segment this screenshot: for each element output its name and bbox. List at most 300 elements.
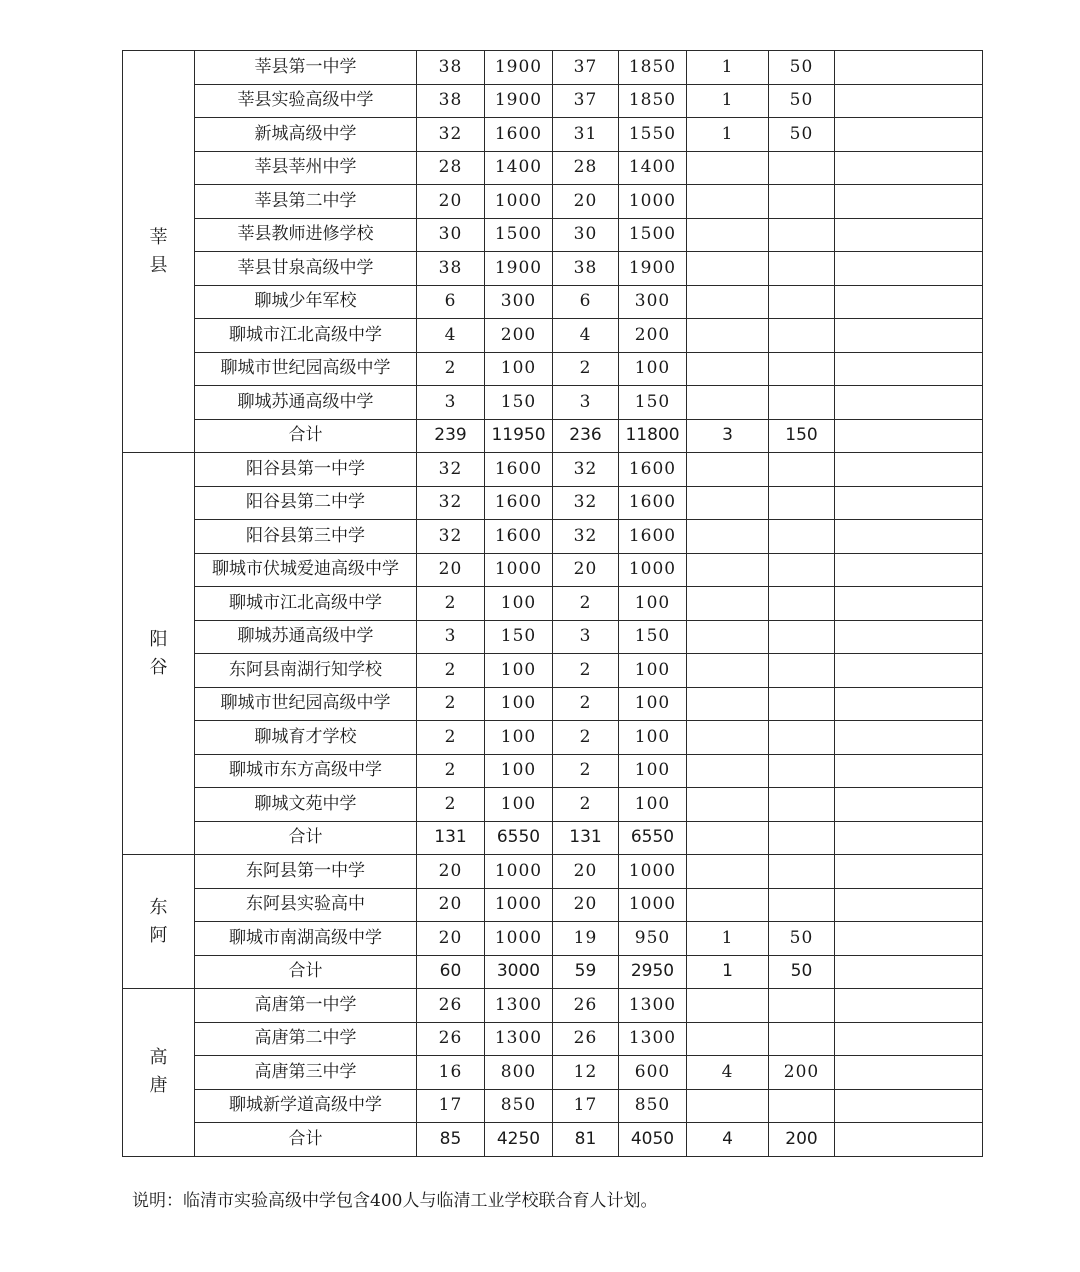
table-row xyxy=(123,151,983,185)
value-cell xyxy=(769,687,835,721)
value-cell: 1300 xyxy=(619,1022,687,1056)
total-row xyxy=(123,955,983,989)
value-cell: 26 xyxy=(417,1022,485,1056)
table-row xyxy=(123,1089,983,1123)
value-cell: 100 xyxy=(485,788,553,822)
value-cell: 100 xyxy=(485,654,553,688)
value-cell: 12 xyxy=(553,1056,619,1090)
table-row xyxy=(123,252,983,286)
value-cell: 20 xyxy=(417,922,485,956)
value-cell: 6 xyxy=(417,285,485,319)
value-cell xyxy=(687,151,769,185)
table-row xyxy=(123,319,983,353)
value-cell xyxy=(687,1089,769,1123)
table-row xyxy=(123,84,983,118)
value-cell: 1900 xyxy=(485,51,553,85)
value-cell: 17 xyxy=(417,1089,485,1123)
value-cell xyxy=(769,721,835,755)
value-cell: 20 xyxy=(417,185,485,219)
value-cell: 850 xyxy=(485,1089,553,1123)
table-row xyxy=(123,620,983,654)
value-cell: 1400 xyxy=(485,151,553,185)
value-cell: 1300 xyxy=(619,989,687,1023)
value-cell: 2 xyxy=(553,654,619,688)
value-cell xyxy=(835,252,983,286)
school-name: 聊城市世纪园高级中学 xyxy=(195,352,417,386)
value-cell: 11800 xyxy=(619,419,687,453)
value-cell: 1850 xyxy=(619,51,687,85)
school-name: 聊城市东方高级中学 xyxy=(195,754,417,788)
total-row xyxy=(123,821,983,855)
value-cell xyxy=(835,218,983,252)
value-cell xyxy=(769,620,835,654)
value-cell xyxy=(835,285,983,319)
table-row xyxy=(123,453,983,487)
value-cell: 4 xyxy=(553,319,619,353)
school-name: 聊城育才学校 xyxy=(195,721,417,755)
value-cell xyxy=(835,118,983,152)
value-cell xyxy=(835,821,983,855)
value-cell: 1000 xyxy=(485,922,553,956)
value-cell: 1000 xyxy=(619,185,687,219)
value-cell: 2 xyxy=(553,754,619,788)
value-cell: 200 xyxy=(619,319,687,353)
value-cell: 300 xyxy=(485,285,553,319)
value-cell: 4050 xyxy=(619,1123,687,1157)
school-name: 莘县第一中学 xyxy=(195,51,417,85)
value-cell xyxy=(769,252,835,286)
value-cell xyxy=(687,721,769,755)
table-row xyxy=(123,788,983,822)
value-cell: 2 xyxy=(553,788,619,822)
table-row xyxy=(123,654,983,688)
value-cell xyxy=(835,754,983,788)
value-cell: 31 xyxy=(553,118,619,152)
value-cell xyxy=(835,419,983,453)
value-cell: 100 xyxy=(485,754,553,788)
value-cell: 150 xyxy=(485,386,553,420)
value-cell xyxy=(835,888,983,922)
county-char: 阿 xyxy=(149,924,168,946)
value-cell: 28 xyxy=(417,151,485,185)
value-cell xyxy=(687,788,769,822)
value-cell xyxy=(835,1056,983,1090)
value-cell: 1300 xyxy=(485,989,553,1023)
value-cell xyxy=(835,553,983,587)
school-name: 莘县第二中学 xyxy=(195,185,417,219)
value-cell xyxy=(687,888,769,922)
value-cell: 200 xyxy=(769,1056,835,1090)
value-cell xyxy=(769,352,835,386)
value-cell: 100 xyxy=(485,687,553,721)
school-name: 聊城市江北高级中学 xyxy=(195,587,417,621)
school-name: 阳谷县第二中学 xyxy=(195,486,417,520)
value-cell: 1000 xyxy=(485,553,553,587)
value-cell xyxy=(687,218,769,252)
value-cell xyxy=(687,185,769,219)
value-cell xyxy=(769,788,835,822)
value-cell xyxy=(769,1089,835,1123)
school-name: 东阿县第一中学 xyxy=(195,855,417,889)
value-cell xyxy=(687,319,769,353)
county-cell xyxy=(123,855,195,989)
value-cell: 20 xyxy=(417,855,485,889)
value-cell xyxy=(769,587,835,621)
value-cell: 20 xyxy=(553,888,619,922)
value-cell xyxy=(769,520,835,554)
school-name: 莘县实验高级中学 xyxy=(195,84,417,118)
value-cell xyxy=(687,754,769,788)
value-cell xyxy=(687,386,769,420)
value-cell: 950 xyxy=(619,922,687,956)
school-name: 高唐第一中学 xyxy=(195,989,417,1023)
value-cell: 800 xyxy=(485,1056,553,1090)
value-cell: 32 xyxy=(553,520,619,554)
value-cell xyxy=(687,285,769,319)
county-cell xyxy=(123,989,195,1157)
table-row xyxy=(123,721,983,755)
value-cell: 200 xyxy=(769,1123,835,1157)
value-cell: 20 xyxy=(553,185,619,219)
value-cell: 81 xyxy=(553,1123,619,1157)
table-row xyxy=(123,553,983,587)
value-cell xyxy=(687,1022,769,1056)
value-cell: 1000 xyxy=(485,888,553,922)
value-cell: 6550 xyxy=(619,821,687,855)
value-cell xyxy=(687,687,769,721)
table-row xyxy=(123,386,983,420)
value-cell xyxy=(687,654,769,688)
county-char: 莘 xyxy=(149,226,168,248)
value-cell xyxy=(687,520,769,554)
value-cell: 38 xyxy=(417,252,485,286)
school-name: 阳谷县第三中学 xyxy=(195,520,417,554)
table-row xyxy=(123,352,983,386)
value-cell: 32 xyxy=(553,453,619,487)
table-row xyxy=(123,218,983,252)
value-cell xyxy=(769,553,835,587)
value-cell: 300 xyxy=(619,285,687,319)
value-cell xyxy=(769,486,835,520)
value-cell xyxy=(687,855,769,889)
value-cell xyxy=(687,352,769,386)
table-row xyxy=(123,285,983,319)
value-cell: 131 xyxy=(553,821,619,855)
value-cell: 2 xyxy=(417,687,485,721)
school-name: 聊城市世纪园高级中学 xyxy=(195,687,417,721)
value-cell xyxy=(769,185,835,219)
total-label: 合计 xyxy=(195,955,417,989)
value-cell: 236 xyxy=(553,419,619,453)
total-label: 合计 xyxy=(195,419,417,453)
value-cell: 1850 xyxy=(619,84,687,118)
value-cell: 1600 xyxy=(619,486,687,520)
county-cell xyxy=(123,453,195,855)
county-char: 谷 xyxy=(149,656,168,678)
value-cell xyxy=(835,352,983,386)
value-cell: 1600 xyxy=(485,453,553,487)
total-row xyxy=(123,419,983,453)
value-cell: 50 xyxy=(769,955,835,989)
value-cell xyxy=(769,453,835,487)
value-cell xyxy=(769,654,835,688)
value-cell: 2 xyxy=(417,721,485,755)
value-cell: 20 xyxy=(417,888,485,922)
value-cell xyxy=(835,84,983,118)
value-cell: 32 xyxy=(417,486,485,520)
value-cell xyxy=(835,1022,983,1056)
value-cell xyxy=(835,453,983,487)
table-row xyxy=(123,989,983,1023)
value-cell: 32 xyxy=(417,453,485,487)
value-cell xyxy=(835,1123,983,1157)
value-cell: 59 xyxy=(553,955,619,989)
value-cell xyxy=(835,855,983,889)
value-cell xyxy=(835,520,983,554)
value-cell: 50 xyxy=(769,51,835,85)
table-row xyxy=(123,51,983,85)
table-row xyxy=(123,185,983,219)
value-cell: 50 xyxy=(769,922,835,956)
value-cell: 2 xyxy=(417,754,485,788)
total-label: 合计 xyxy=(195,821,417,855)
value-cell: 3 xyxy=(417,620,485,654)
value-cell: 100 xyxy=(619,754,687,788)
table-row xyxy=(123,754,983,788)
value-cell xyxy=(835,1089,983,1123)
table-row xyxy=(123,587,983,621)
value-cell xyxy=(835,788,983,822)
total-row xyxy=(123,1123,983,1157)
value-cell: 3 xyxy=(687,419,769,453)
school-name: 莘县莘州中学 xyxy=(195,151,417,185)
value-cell: 1500 xyxy=(485,218,553,252)
value-cell: 200 xyxy=(485,319,553,353)
value-cell: 850 xyxy=(619,1089,687,1123)
county-char: 阳 xyxy=(149,628,168,650)
table-row xyxy=(123,486,983,520)
table-body xyxy=(123,51,983,1157)
value-cell: 32 xyxy=(417,118,485,152)
value-cell: 1500 xyxy=(619,218,687,252)
value-cell: 1600 xyxy=(619,453,687,487)
value-cell: 11950 xyxy=(485,419,553,453)
value-cell xyxy=(687,989,769,1023)
value-cell xyxy=(687,620,769,654)
value-cell: 30 xyxy=(417,218,485,252)
value-cell: 38 xyxy=(553,252,619,286)
value-cell: 26 xyxy=(553,989,619,1023)
value-cell xyxy=(769,855,835,889)
value-cell: 2 xyxy=(553,721,619,755)
value-cell: 2 xyxy=(553,587,619,621)
value-cell: 1900 xyxy=(485,84,553,118)
value-cell: 37 xyxy=(553,51,619,85)
value-cell: 1000 xyxy=(485,185,553,219)
value-cell: 100 xyxy=(485,721,553,755)
value-cell: 1600 xyxy=(485,520,553,554)
value-cell: 150 xyxy=(619,620,687,654)
value-cell: 600 xyxy=(619,1056,687,1090)
value-cell: 4 xyxy=(687,1056,769,1090)
value-cell: 1 xyxy=(687,955,769,989)
school-name: 莘县教师进修学校 xyxy=(195,218,417,252)
value-cell: 1 xyxy=(687,922,769,956)
value-cell: 4250 xyxy=(485,1123,553,1157)
value-cell: 100 xyxy=(619,721,687,755)
value-cell: 50 xyxy=(769,84,835,118)
value-cell xyxy=(769,754,835,788)
value-cell: 2 xyxy=(553,687,619,721)
school-name: 东阿县实验高中 xyxy=(195,888,417,922)
value-cell xyxy=(769,888,835,922)
value-cell: 1400 xyxy=(619,151,687,185)
value-cell: 4 xyxy=(417,319,485,353)
value-cell: 38 xyxy=(417,84,485,118)
school-name: 聊城苏通高级中学 xyxy=(195,620,417,654)
value-cell: 3000 xyxy=(485,955,553,989)
value-cell: 4 xyxy=(687,1123,769,1157)
value-cell: 20 xyxy=(417,553,485,587)
value-cell: 1 xyxy=(687,84,769,118)
value-cell: 150 xyxy=(769,419,835,453)
value-cell: 32 xyxy=(553,486,619,520)
county-char: 高 xyxy=(149,1047,168,1069)
footnote: 说明：临清市实验高级中学包含400人与临清工业学校联合育人计划。 xyxy=(132,1191,658,1211)
value-cell xyxy=(835,51,983,85)
value-cell: 1900 xyxy=(619,252,687,286)
value-cell: 30 xyxy=(553,218,619,252)
school-name: 莘县甘泉高级中学 xyxy=(195,252,417,286)
enrollment-plan-table xyxy=(122,50,983,1157)
value-cell: 2 xyxy=(417,352,485,386)
value-cell xyxy=(835,486,983,520)
value-cell: 150 xyxy=(619,386,687,420)
value-cell xyxy=(835,955,983,989)
value-cell: 50 xyxy=(769,118,835,152)
value-cell xyxy=(687,553,769,587)
table-row xyxy=(123,118,983,152)
value-cell: 2 xyxy=(417,654,485,688)
value-cell xyxy=(687,821,769,855)
value-cell: 1 xyxy=(687,118,769,152)
county-char: 县 xyxy=(149,254,168,276)
value-cell: 20 xyxy=(553,553,619,587)
value-cell: 26 xyxy=(417,989,485,1023)
school-name: 高唐第二中学 xyxy=(195,1022,417,1056)
value-cell: 150 xyxy=(485,620,553,654)
value-cell: 100 xyxy=(619,587,687,621)
value-cell: 2 xyxy=(417,587,485,621)
value-cell: 1600 xyxy=(619,520,687,554)
county-cell xyxy=(123,51,195,453)
value-cell: 239 xyxy=(417,419,485,453)
school-name: 聊城市南湖高级中学 xyxy=(195,922,417,956)
school-name: 聊城苏通高级中学 xyxy=(195,386,417,420)
value-cell: 19 xyxy=(553,922,619,956)
value-cell: 100 xyxy=(485,587,553,621)
value-cell: 1 xyxy=(687,51,769,85)
value-cell xyxy=(687,252,769,286)
value-cell: 100 xyxy=(619,687,687,721)
value-cell: 1000 xyxy=(485,855,553,889)
value-cell: 1900 xyxy=(485,252,553,286)
value-cell: 131 xyxy=(417,821,485,855)
value-cell xyxy=(769,319,835,353)
value-cell xyxy=(835,620,983,654)
value-cell: 2 xyxy=(553,352,619,386)
table-row xyxy=(123,687,983,721)
value-cell xyxy=(769,218,835,252)
table-row xyxy=(123,520,983,554)
value-cell xyxy=(769,386,835,420)
value-cell xyxy=(835,687,983,721)
school-name: 东阿县南湖行知学校 xyxy=(195,654,417,688)
value-cell xyxy=(835,386,983,420)
value-cell: 100 xyxy=(485,352,553,386)
value-cell: 1000 xyxy=(619,553,687,587)
value-cell: 28 xyxy=(553,151,619,185)
value-cell xyxy=(835,989,983,1023)
school-name: 聊城少年军校 xyxy=(195,285,417,319)
value-cell: 60 xyxy=(417,955,485,989)
value-cell: 1300 xyxy=(485,1022,553,1056)
value-cell: 100 xyxy=(619,654,687,688)
value-cell: 100 xyxy=(619,352,687,386)
school-name: 聊城文苑中学 xyxy=(195,788,417,822)
value-cell: 6550 xyxy=(485,821,553,855)
value-cell xyxy=(769,151,835,185)
value-cell xyxy=(835,721,983,755)
value-cell: 2 xyxy=(417,788,485,822)
school-name: 高唐第三中学 xyxy=(195,1056,417,1090)
value-cell xyxy=(769,1022,835,1056)
school-name: 聊城新学道高级中学 xyxy=(195,1089,417,1123)
value-cell xyxy=(769,821,835,855)
value-cell: 16 xyxy=(417,1056,485,1090)
school-name: 新城高级中学 xyxy=(195,118,417,152)
school-name: 阳谷县第一中学 xyxy=(195,453,417,487)
value-cell xyxy=(835,654,983,688)
value-cell: 2950 xyxy=(619,955,687,989)
table-row xyxy=(123,1056,983,1090)
value-cell: 3 xyxy=(553,620,619,654)
value-cell xyxy=(687,486,769,520)
value-cell: 37 xyxy=(553,84,619,118)
value-cell xyxy=(835,319,983,353)
value-cell: 17 xyxy=(553,1089,619,1123)
value-cell: 26 xyxy=(553,1022,619,1056)
value-cell: 1550 xyxy=(619,118,687,152)
value-cell: 1600 xyxy=(485,118,553,152)
county-char: 东 xyxy=(149,896,168,918)
value-cell xyxy=(835,587,983,621)
table-row xyxy=(123,922,983,956)
value-cell xyxy=(769,285,835,319)
value-cell: 100 xyxy=(619,788,687,822)
value-cell xyxy=(687,587,769,621)
school-name: 聊城市江北高级中学 xyxy=(195,319,417,353)
value-cell xyxy=(835,151,983,185)
value-cell: 38 xyxy=(417,51,485,85)
school-name: 聊城市伏城爱迪高级中学 xyxy=(195,553,417,587)
value-cell: 1000 xyxy=(619,855,687,889)
table-row xyxy=(123,855,983,889)
value-cell: 1000 xyxy=(619,888,687,922)
table-row xyxy=(123,888,983,922)
table-row xyxy=(123,1022,983,1056)
value-cell: 3 xyxy=(553,386,619,420)
